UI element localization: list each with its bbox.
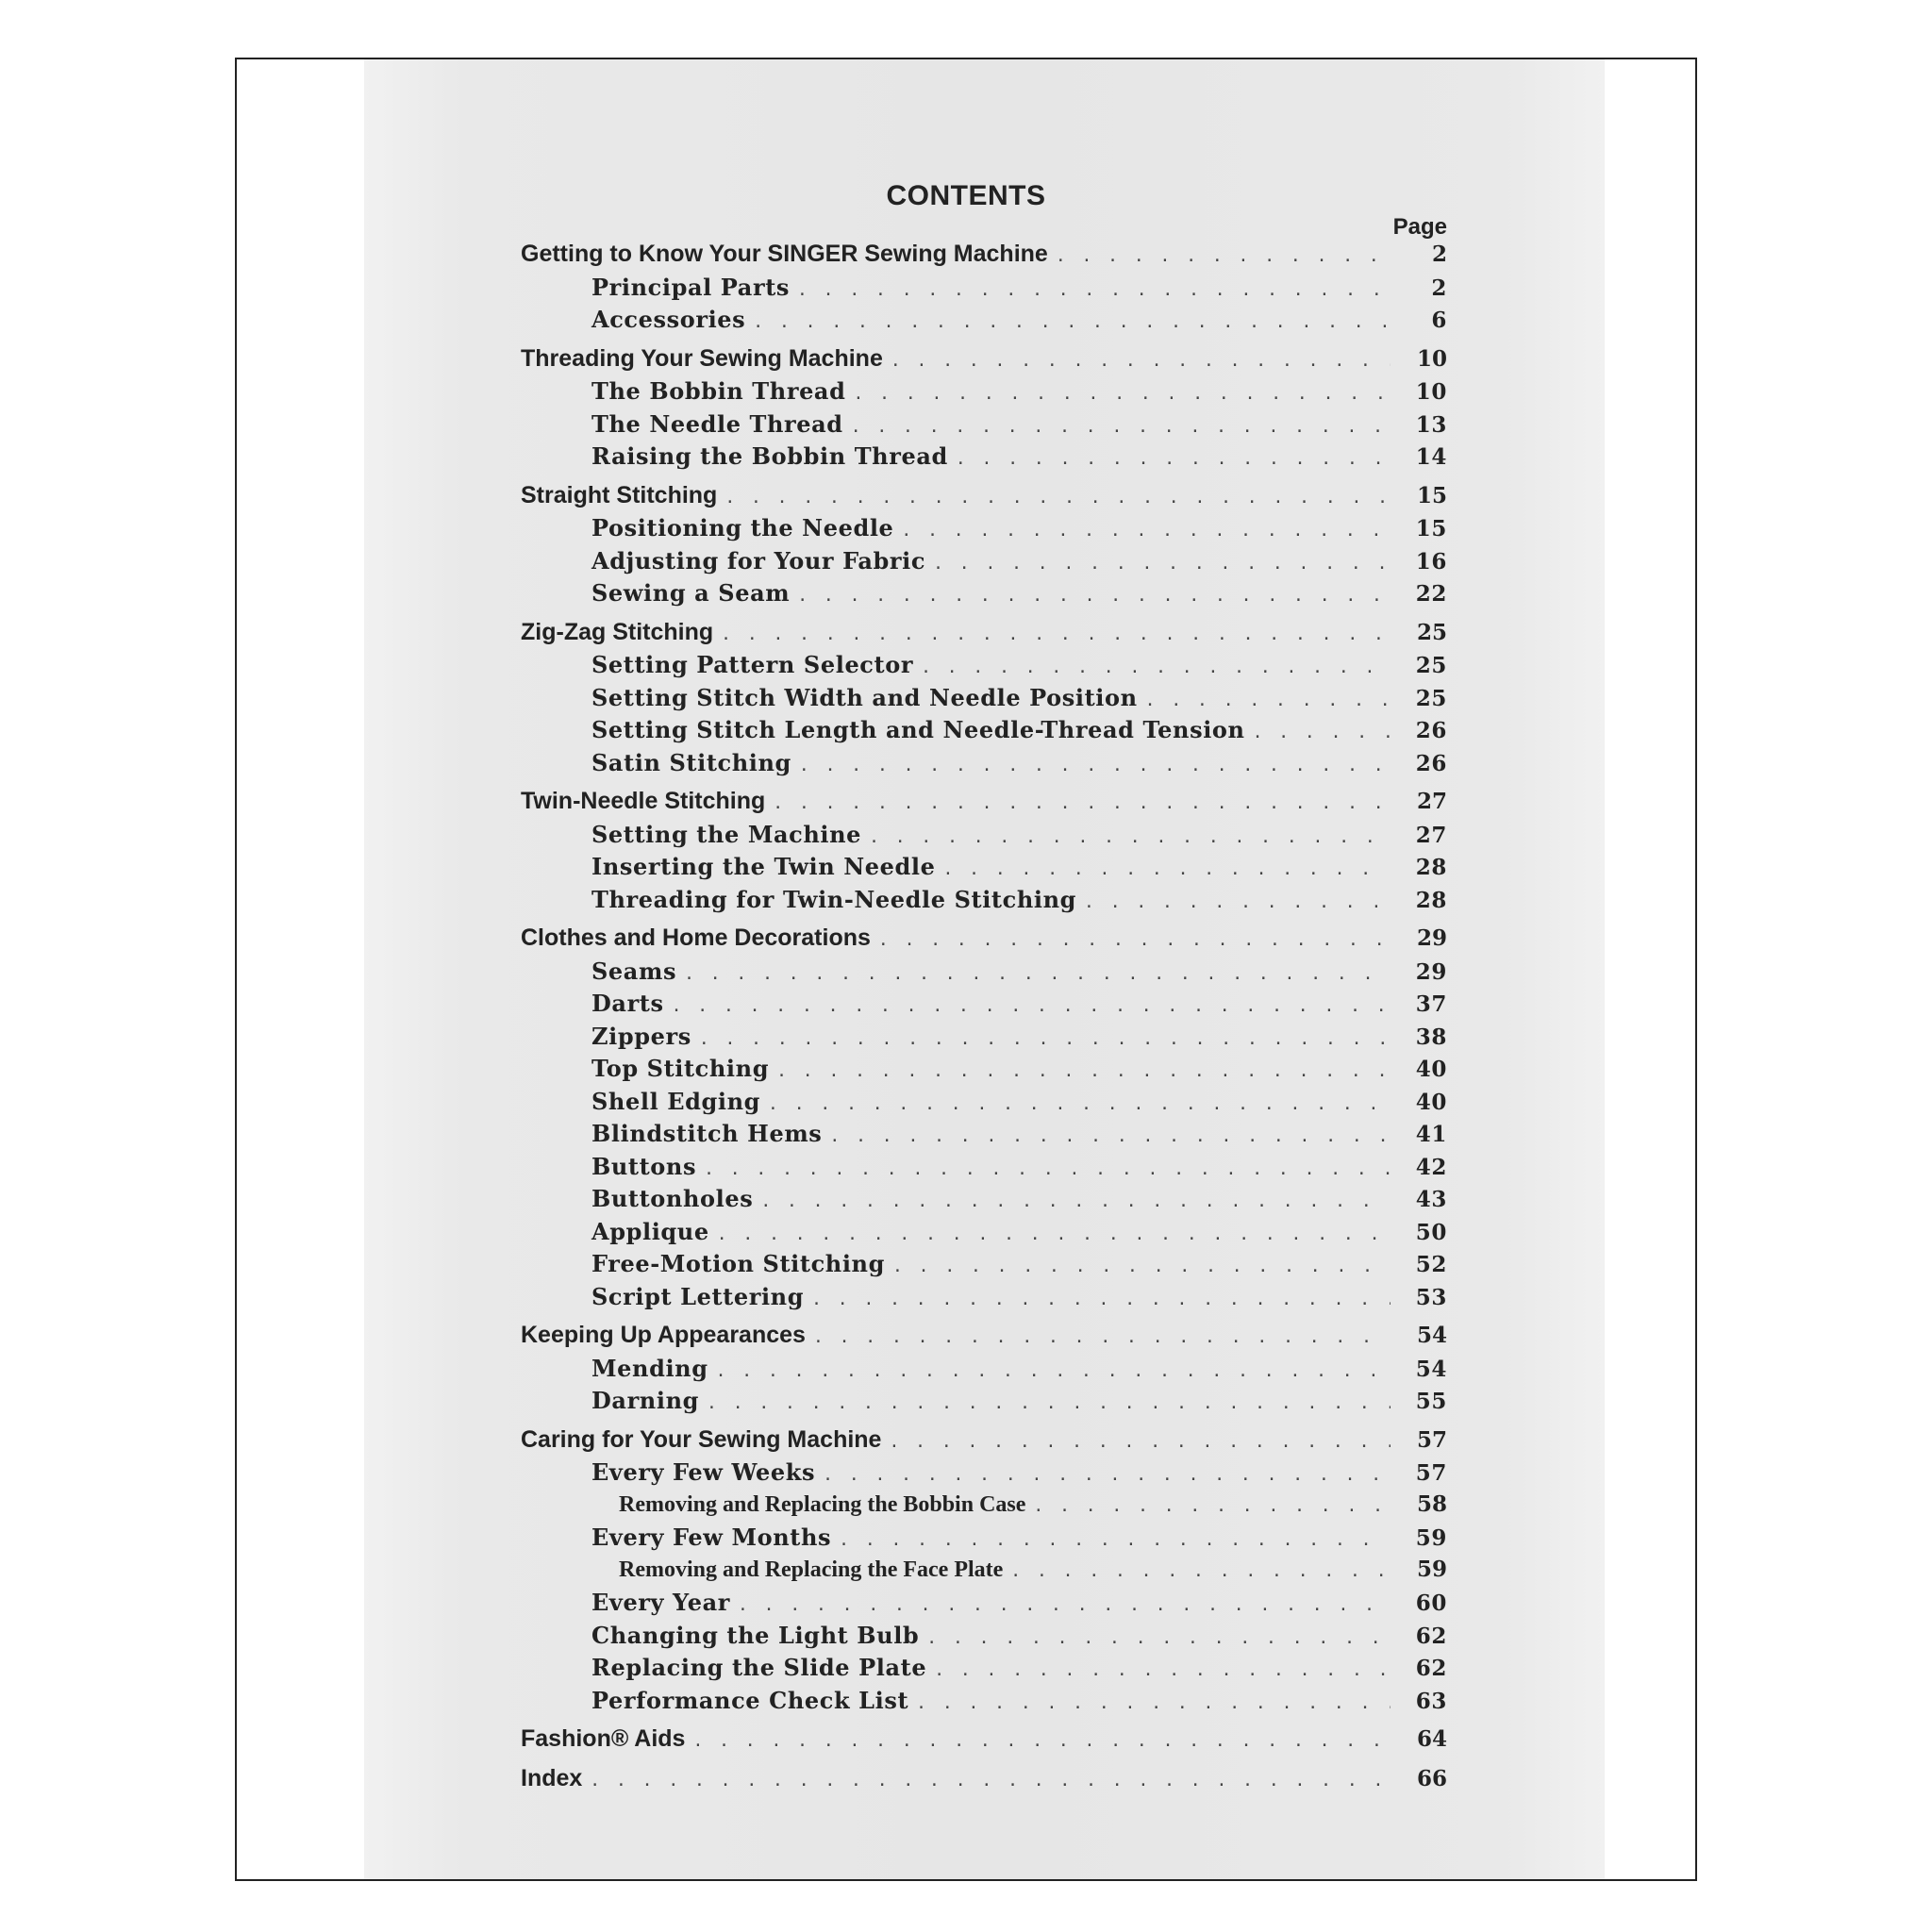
toc-entry-page: 16 bbox=[1415, 548, 1447, 575]
toc-entry bbox=[521, 1055, 1447, 1088]
dot-leader bbox=[692, 1731, 1391, 1751]
page-column-header: Page bbox=[1392, 214, 1447, 240]
dot-leader bbox=[699, 1029, 1391, 1049]
toc-entry-label: Applique bbox=[591, 1217, 709, 1245]
toc-entry-label: The Bobbin Thread bbox=[591, 377, 846, 405]
toc-entry-label: Inserting the Twin Needle bbox=[591, 853, 936, 880]
toc-entry-page: 57 bbox=[1415, 1460, 1447, 1486]
toc-entry-page: 54 bbox=[1416, 1323, 1447, 1348]
toc-entry bbox=[521, 547, 1447, 580]
toc-entry bbox=[521, 1120, 1447, 1153]
toc-entry-page: 38 bbox=[1415, 1024, 1447, 1050]
dot-leader bbox=[891, 351, 1391, 371]
toc-entry bbox=[521, 619, 1447, 652]
toc-entry bbox=[521, 684, 1447, 717]
toc-entry-label: Setting Stitch Length and Needle-Thread Tension bbox=[591, 716, 1245, 743]
toc-entry-page: 14 bbox=[1415, 444, 1447, 470]
toc-entry-label: Buttons bbox=[591, 1152, 697, 1180]
toc-entry bbox=[521, 274, 1447, 307]
toc-entry-page: 28 bbox=[1415, 887, 1447, 913]
dot-leader bbox=[672, 996, 1391, 1016]
dot-leader bbox=[753, 312, 1391, 332]
toc-entry bbox=[521, 716, 1447, 749]
toc-entry-label: The Needle Thread bbox=[591, 409, 843, 438]
toc-entry-page: 25 bbox=[1415, 685, 1447, 711]
dot-leader bbox=[707, 1393, 1391, 1413]
dot-leader bbox=[721, 625, 1391, 644]
dot-leader bbox=[1033, 1496, 1391, 1516]
toc-entry-page: 15 bbox=[1416, 482, 1447, 508]
toc-entry-page: 43 bbox=[1415, 1187, 1447, 1212]
dot-leader bbox=[738, 1595, 1391, 1615]
dot-leader bbox=[1084, 892, 1391, 912]
dot-leader bbox=[776, 1061, 1391, 1081]
toc-entry-page: 37 bbox=[1415, 991, 1447, 1017]
toc-entry bbox=[521, 821, 1447, 854]
toc-entry-label: Every Year bbox=[591, 1589, 730, 1616]
toc-entry-label: Positioning the Needle bbox=[591, 514, 894, 541]
dot-leader bbox=[934, 1660, 1391, 1680]
toc-entry-page: 6 bbox=[1431, 308, 1447, 333]
toc-entry-label: Performance Check List bbox=[591, 1686, 909, 1714]
toc-entry-label: Threading Your Sewing Machine bbox=[521, 344, 883, 372]
toc-entry-page: 10 bbox=[1416, 345, 1447, 372]
toc-entry-label: Buttonholes bbox=[591, 1185, 754, 1212]
dot-leader bbox=[1056, 246, 1391, 266]
toc-entry-label: Removing and Replacing the Bobbin Case bbox=[619, 1491, 1026, 1517]
dot-leader bbox=[717, 1224, 1391, 1244]
toc-entry bbox=[521, 1355, 1447, 1388]
toc-entry-label: Every Few Weeks bbox=[591, 1458, 816, 1486]
toc-entry-page: 54 bbox=[1415, 1356, 1447, 1382]
toc-entry bbox=[521, 788, 1447, 821]
toc-entry-page: 53 bbox=[1415, 1284, 1447, 1310]
toc-entry-page: 59 bbox=[1416, 1556, 1447, 1582]
toc-entry-label: Sewing a Seam bbox=[591, 579, 791, 607]
toc-entry-page: 22 bbox=[1415, 581, 1447, 607]
toc-entry bbox=[521, 1458, 1447, 1491]
toc-entry-page: 40 bbox=[1415, 1057, 1447, 1082]
dot-leader bbox=[768, 1094, 1391, 1114]
toc-entry bbox=[521, 1725, 1447, 1758]
dot-leader bbox=[839, 1530, 1391, 1550]
toc-entry bbox=[521, 1765, 1447, 1798]
toc-entry-page: 63 bbox=[1415, 1688, 1447, 1714]
toc-entry bbox=[521, 345, 1447, 378]
toc-entry bbox=[521, 1524, 1447, 1557]
toc-entry-label: Blindstitch Hems bbox=[591, 1120, 823, 1147]
toc-entry-page: 29 bbox=[1416, 925, 1447, 951]
toc-entry-page: 41 bbox=[1415, 1122, 1447, 1147]
toc-entry-label: Zig-Zag Stitching bbox=[521, 618, 714, 645]
toc-entry-label: Script Lettering bbox=[591, 1282, 805, 1310]
toc-entry-label: Twin-Needle Stitching bbox=[521, 788, 766, 814]
dot-leader bbox=[916, 1693, 1391, 1713]
dot-leader bbox=[813, 1327, 1391, 1347]
dot-leader bbox=[716, 1361, 1391, 1381]
toc-entry-label: Mending bbox=[591, 1354, 708, 1382]
toc-entry bbox=[521, 1250, 1447, 1283]
toc-entry-page: 25 bbox=[1415, 653, 1447, 678]
toc-entry-label: Darning bbox=[591, 1387, 700, 1414]
toc-entry-page: 29 bbox=[1415, 958, 1447, 985]
toc-entry-page: 28 bbox=[1415, 855, 1447, 880]
toc-entry-page: 10 bbox=[1415, 379, 1447, 405]
toc-entry bbox=[521, 1426, 1447, 1459]
toc-entry-label: Removing and Replacing the Face Plate bbox=[619, 1557, 1004, 1582]
toc-entry bbox=[521, 1088, 1447, 1121]
toc-entry-label: Setting the Machine bbox=[591, 820, 862, 848]
toc-entry-page: 15 bbox=[1415, 516, 1447, 541]
dot-leader bbox=[926, 1628, 1391, 1648]
toc-entry-label: Adjusting for Your Fabric bbox=[591, 546, 926, 575]
toc-entry-page: 55 bbox=[1415, 1389, 1447, 1414]
dot-leader bbox=[933, 554, 1391, 574]
toc-entry-label: Keeping Up Appearances bbox=[521, 1322, 806, 1348]
toc-entry-page: 27 bbox=[1416, 789, 1447, 814]
dot-leader bbox=[799, 756, 1391, 775]
dot-leader bbox=[851, 417, 1391, 437]
dot-leader bbox=[590, 1771, 1391, 1790]
dot-leader bbox=[901, 521, 1391, 541]
toc-entry-page: 2 bbox=[1431, 275, 1447, 301]
toc-entry bbox=[521, 1283, 1447, 1316]
toc-entry-label: Straight Stitching bbox=[521, 481, 718, 508]
dot-leader bbox=[724, 488, 1391, 508]
toc-entry-page: 58 bbox=[1416, 1491, 1447, 1517]
toc-entry bbox=[521, 749, 1447, 782]
toc-entry-label: Every Few Months bbox=[591, 1524, 832, 1551]
dot-leader bbox=[829, 1126, 1391, 1146]
toc-entry-page: 50 bbox=[1415, 1219, 1447, 1245]
document-page bbox=[235, 58, 1697, 1881]
toc-entry bbox=[521, 990, 1447, 1023]
toc-entry-page: 62 bbox=[1415, 1623, 1447, 1649]
toc-entry-label: Shell Edging bbox=[591, 1087, 761, 1115]
toc-entry bbox=[521, 1023, 1447, 1056]
dot-leader bbox=[797, 280, 1391, 300]
toc-entry bbox=[521, 1185, 1447, 1218]
toc-entry-label: Changing the Light Bulb bbox=[591, 1621, 920, 1649]
toc-entry bbox=[521, 1322, 1447, 1355]
dot-leader bbox=[773, 793, 1391, 813]
toc-entry-label: Free-Motion Stitching bbox=[591, 1250, 885, 1277]
toc-entry-label: Clothes and Home Decorations bbox=[521, 924, 871, 951]
toc-entry-page: 13 bbox=[1415, 411, 1447, 438]
dot-leader bbox=[797, 586, 1391, 606]
table-of-contents bbox=[521, 241, 1447, 1797]
toc-entry-label: Fashion® Aids bbox=[521, 1725, 686, 1752]
toc-entry-page: 25 bbox=[1416, 619, 1447, 645]
dot-leader bbox=[956, 449, 1391, 469]
toc-entry bbox=[521, 1387, 1447, 1420]
dot-leader bbox=[869, 827, 1391, 847]
toc-entry bbox=[521, 579, 1447, 612]
toc-entry bbox=[521, 442, 1447, 475]
toc-entry bbox=[521, 651, 1447, 684]
toc-entry-label: Darts bbox=[591, 990, 664, 1017]
toc-entry bbox=[521, 410, 1447, 443]
dot-leader bbox=[811, 1290, 1391, 1309]
toc-entry bbox=[521, 924, 1447, 958]
dot-leader bbox=[921, 658, 1391, 677]
toc-entry-page: 26 bbox=[1415, 718, 1447, 743]
dot-leader bbox=[1253, 723, 1391, 742]
toc-entry-page: 27 bbox=[1415, 822, 1447, 848]
toc-entry-label: Setting Pattern Selector bbox=[591, 651, 914, 678]
dot-leader bbox=[704, 1159, 1391, 1179]
toc-entry-page: 60 bbox=[1415, 1591, 1447, 1616]
toc-entry-page: 26 bbox=[1415, 750, 1447, 776]
dot-leader bbox=[889, 1432, 1391, 1452]
toc-entry-label: Principal Parts bbox=[591, 273, 790, 301]
toc-entry-page: 2 bbox=[1431, 242, 1447, 267]
dot-leader bbox=[1010, 1561, 1391, 1581]
toc-entry bbox=[521, 853, 1447, 886]
toc-entry bbox=[521, 1589, 1447, 1622]
dot-leader bbox=[892, 1257, 1391, 1276]
toc-entry-page: 66 bbox=[1416, 1765, 1447, 1791]
toc-entry bbox=[521, 306, 1447, 339]
toc-entry-label: Top Stitching bbox=[591, 1055, 770, 1082]
toc-entry-label: Satin Stitching bbox=[591, 748, 791, 776]
toc-entry bbox=[521, 1622, 1447, 1655]
toc-entry-label: Accessories bbox=[591, 306, 746, 333]
toc-entry-label: Zippers bbox=[591, 1022, 691, 1050]
toc-entry-page: 64 bbox=[1416, 1726, 1447, 1752]
toc-entry bbox=[521, 1218, 1447, 1251]
dot-leader bbox=[1145, 691, 1391, 710]
toc-entry bbox=[521, 886, 1447, 919]
toc-entry-page: 42 bbox=[1415, 1154, 1447, 1180]
toc-entry bbox=[521, 241, 1447, 274]
dot-leader bbox=[943, 859, 1391, 879]
toc-entry bbox=[521, 514, 1447, 547]
toc-entry-page: 59 bbox=[1415, 1525, 1447, 1551]
dot-leader bbox=[878, 930, 1391, 950]
toc-entry bbox=[521, 1491, 1447, 1524]
page-title: CONTENTS bbox=[886, 180, 1046, 211]
toc-entry bbox=[521, 482, 1447, 515]
dot-leader bbox=[853, 384, 1391, 404]
toc-entry bbox=[521, 377, 1447, 410]
toc-entry-label: Caring for Your Sewing Machine bbox=[521, 1425, 882, 1453]
toc-entry bbox=[521, 1687, 1447, 1720]
toc-entry-page: 62 bbox=[1415, 1656, 1447, 1681]
toc-entry-page: 57 bbox=[1416, 1426, 1447, 1453]
dot-leader bbox=[823, 1465, 1391, 1485]
toc-entry-label: Raising the Bobbin Thread bbox=[591, 442, 948, 470]
dot-leader bbox=[760, 1191, 1391, 1211]
toc-entry-label: Threading for Twin-Needle Stitching bbox=[591, 885, 1077, 913]
toc-entry-label: Setting Stitch Width and Needle Position bbox=[591, 683, 1138, 711]
toc-entry-label: Getting to Know Your SINGER Sewing Machine bbox=[521, 241, 1048, 267]
toc-entry-page: 40 bbox=[1415, 1089, 1447, 1115]
toc-entry bbox=[521, 1153, 1447, 1186]
toc-entry bbox=[521, 1557, 1447, 1590]
toc-entry-page: 52 bbox=[1415, 1252, 1447, 1277]
toc-entry bbox=[521, 958, 1447, 991]
toc-entry bbox=[521, 1654, 1447, 1687]
dot-leader bbox=[684, 964, 1391, 984]
toc-entry-label: Replacing the Slide Plate bbox=[591, 1654, 927, 1681]
toc-entry-label: Index bbox=[521, 1764, 583, 1791]
toc-entry-label: Seams bbox=[591, 957, 677, 985]
